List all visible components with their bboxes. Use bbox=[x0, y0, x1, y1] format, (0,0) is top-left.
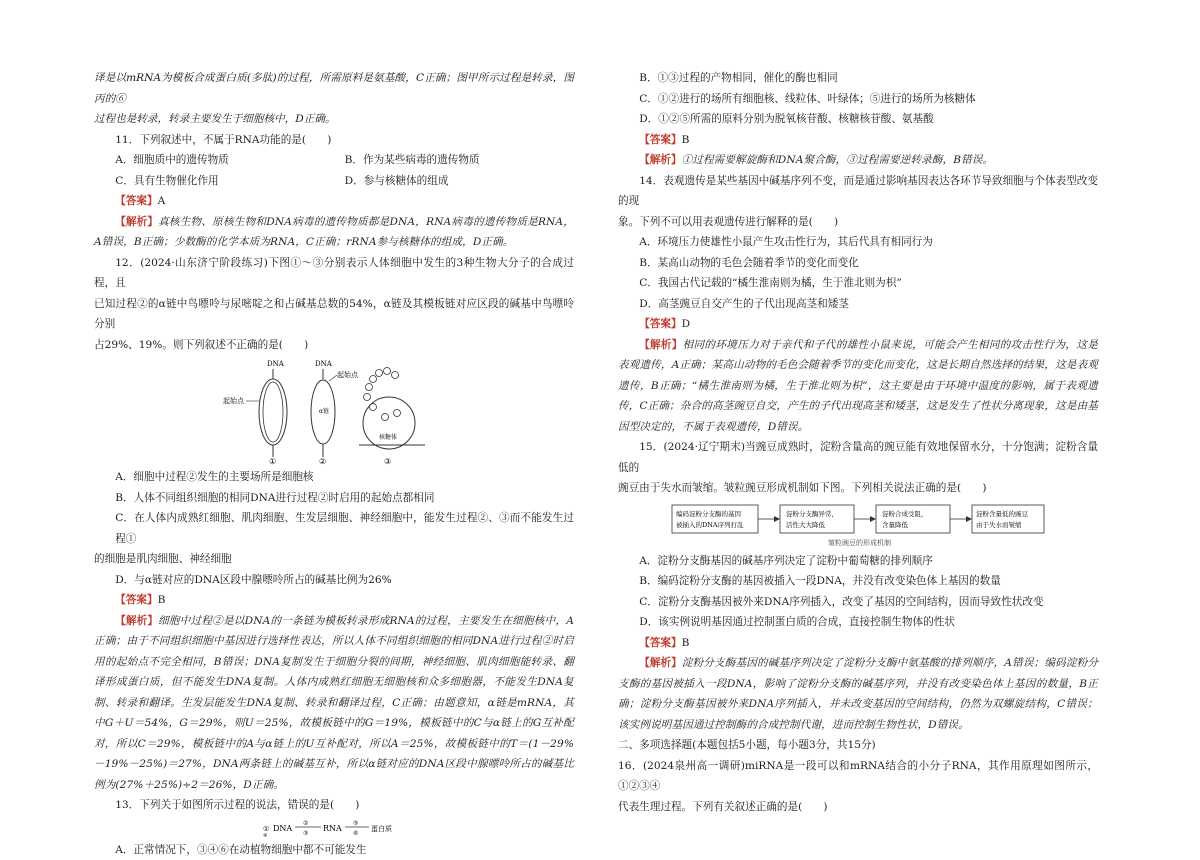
fig-dna-label-1: DNA bbox=[267, 360, 285, 368]
fig13-num-5: ⑤ bbox=[353, 820, 358, 827]
fig13-num-2: ② bbox=[303, 820, 308, 827]
fig13-num-1: ① bbox=[263, 825, 269, 833]
q11-options-cd bbox=[94, 171, 574, 192]
q14-analysis: 【解析】相同的环境压力对于亲代和子代的雄性小鼠来说，可能会产生相同的攻击性行为，这是表观遗传，A正确；某高山动物的毛色会随着季节的变化而变化，这是长期自然选择的结果，这是表观遗传，B正确；“橘生淮南则为橘，生于淮北则为枳”，这主要是由于环境中温度的影响，属于表观遗传，C正确；杂合的高茎豌豆自交，产生的子代出现高茎和矮茎，这是发生了性状分离现象，这是由基因型决定的，不属于表观遗传，D错误。 bbox=[618, 335, 1098, 438]
transcription-diagram bbox=[311, 360, 359, 465]
q13-figure bbox=[259, 818, 409, 838]
flow-box3-line2: 含量降低 bbox=[882, 520, 909, 529]
q15-flow-figure bbox=[668, 501, 1048, 549]
q13-stem: 13．下列关于如图所示过程的说法，错误的是( ) bbox=[94, 795, 574, 816]
q11-option-a: A．细胞质中的遗传物质 bbox=[115, 150, 344, 171]
q16-stem-2: 代表生理过程。下列有关叙述正确的是( ) bbox=[618, 797, 1098, 818]
fig13-protein: 蛋白质 bbox=[371, 824, 392, 833]
flow-caption: 皱粒豌豆的形成机制 bbox=[828, 538, 891, 547]
q12-option-d: D．与α链对应的DNA区段中腺嘌呤所占的碱基比例为26% bbox=[94, 570, 574, 591]
fig-start-label-1: 起始点 bbox=[223, 396, 245, 405]
q12-stem-1: 12．(2024·山东济宁阶段练习)下图①～③分别表示人体细胞中发生的3种生物大分子的合成过程，且 bbox=[94, 253, 574, 294]
translation-diagram bbox=[359, 368, 425, 466]
q15-stem-2: 豌豆由于失水而皱缩。皱粒豌豆形成机制如下图。下列相关说法正确的是( ) bbox=[618, 478, 1098, 499]
fig-start-label-2: 起始点 bbox=[337, 370, 359, 379]
fig13-num-6: ⑥ bbox=[353, 830, 358, 837]
q11-option-b: B．作为某些病毒的遗传物质 bbox=[345, 150, 574, 171]
q14-option-c: C．我国古代记载的“橘生淮南则为橘，生于淮北则为枳” bbox=[618, 273, 1098, 294]
q11-option-d: D．参与核糖体的组成 bbox=[345, 171, 574, 192]
q15-stem-1: 15．(2024·辽宁期末)当豌豆成熟时，淀粉含量高的豌豆能有效地保留水分，十分饱满；淀粉含量低的 bbox=[618, 437, 1098, 478]
q11-answer: 【答案】A bbox=[94, 191, 574, 212]
replication-diagram bbox=[223, 360, 287, 465]
q14-stem-1: 14．表观遗传是某些基因中碱基序列不变，而是通过影响基因表达各环节导致细胞与个体表型改变的现 bbox=[618, 171, 1098, 212]
q15-option-b: B．编码淀粉分支酶的基因被插入一段DNA，并没有改变染色体上基因的数量 bbox=[618, 571, 1098, 592]
q13-option-c: C．①②进行的场所有细胞核、线粒体、叶绿体；⑤进行的场所为核糖体 bbox=[618, 89, 1098, 110]
flow-box4-line1: 淀粉含量低的豌豆 bbox=[976, 509, 1029, 518]
q14-option-a: A．环境压力使雄性小鼠产生攻击性行为，其后代具有相同行为 bbox=[618, 232, 1098, 253]
flow-box2-line2: 活性大大降低 bbox=[786, 520, 826, 529]
q13-answer: 【答案】B bbox=[618, 130, 1098, 151]
flow-box3-line1: 淀粉合成受阻， bbox=[882, 509, 928, 518]
fig-alpha-label: α链 bbox=[319, 407, 329, 415]
q11-option-c: C．具有生物催化作用 bbox=[115, 171, 344, 192]
intro-line-2: 过程也是转录，转录主要发生于细胞核中，D正确。 bbox=[94, 109, 574, 130]
q15-analysis: 【解析】淀粉分支酶基因的碱基序列决定了淀粉分支酶中氨基酸的排列顺序，A错误；编码淀粉分支酶的基因被插入一段DNA，影响了淀粉分支酶的碱基序列，并没有改变染色体上基因的数量，B正确；淀粉分支酶基因被外来DNA序列插入，并未改变基因的空间结构，仍然为双螺旋结构，C错误；该实例说明基因通过控制酶的合成控制代谢，进而控制生物性状，D错误。 bbox=[618, 653, 1098, 735]
intro-line-1: 译是以mRNA为模板合成蛋白质(多肽)的过程，所需原料是氨基酸，C正确；图甲所示过程是转录，图丙的⑥ bbox=[94, 68, 574, 109]
fig13-rna: RNA bbox=[323, 824, 342, 833]
fig-dna-label-2: DNA bbox=[315, 360, 333, 368]
q12-option-a: A．细胞中过程②发生的主要场所是细胞核 bbox=[94, 467, 574, 488]
q13-option-b: B．①③过程的产物相同，催化的酶也相同 bbox=[618, 68, 1098, 89]
fig-num-3: ③ bbox=[384, 457, 391, 465]
fig-num-2: ② bbox=[319, 457, 326, 465]
q13-analysis: 【解析】①过程需要解旋酶和DNA聚合酶，③过程需要逆转录酶，B错误。 bbox=[618, 150, 1098, 171]
q13-option-a: A．正常情况下，③④⑥在动植物细胞中都不可能发生 bbox=[94, 840, 574, 860]
q14-answer: 【答案】D bbox=[618, 314, 1098, 335]
q12-figure bbox=[219, 357, 449, 465]
q15-option-d: D．该实例说明基因通过控制蛋白质的合成，直接控制生物体的性状 bbox=[618, 612, 1098, 633]
flow-box1-line2: 被插入的DNA序列打乱 bbox=[676, 520, 744, 529]
q15-option-a: A．淀粉分支酶基因的碱基序列决定了淀粉中葡萄糖的排列顺序 bbox=[618, 551, 1098, 572]
fig13-num-3: ③ bbox=[303, 830, 308, 837]
q14-option-b: B．某高山动物的毛色会随着季节的变化而变化 bbox=[618, 253, 1098, 274]
fig13-num-4: ④ bbox=[263, 833, 268, 838]
flow-box4-line2: 由于失水而皱缩 bbox=[976, 520, 1022, 529]
section-2-heading: 二、多项选择题(本题包括5小题，每小题3分，共15分) bbox=[618, 735, 1098, 756]
fig13-dna: DNA bbox=[273, 824, 292, 833]
q15-answer: 【答案】B bbox=[618, 633, 1098, 654]
left-column bbox=[94, 68, 574, 860]
q12-stem-2: 已知过程②的α链中鸟嘌呤与尿嘧啶之和占碱基总数的54%，α链及其模板链对应区段的碱基中鸟嘌呤分别 bbox=[94, 294, 574, 335]
q11-options-ab bbox=[94, 150, 574, 171]
flow-box1-line1: 编码淀粉分支酶的基因 bbox=[676, 509, 742, 518]
fig-ribosome-label: 核糖体 bbox=[379, 433, 397, 441]
q14-option-d: D．高茎豌豆自交产生的子代出现高茎和矮茎 bbox=[618, 294, 1098, 315]
q11-analysis: 【解析】真核生物、原核生物和DNA病毒的遗传物质都是DNA，RNA病毒的遗传物质是RNA，A错误，B正确；少数酶的化学本质为RNA，C正确；rRNA参与核糖体的组成，D正确。 bbox=[94, 212, 574, 253]
q12-analysis: 【解析】细胞中过程②是以DNA的一条链为模板转录形成RNA的过程，主要发生在细胞核中，A正确；由于不同组织细胞中基因进行选择性表达，所以人体不同组织细胞的相同DNA进行过程②时启用的起始点不完全相同，B错误；DNA复制发生于细胞分裂的间期，神经细胞、肌肉细胞能转录、翻译形成蛋白质，但不能发生DNA复制。人体内成熟红细胞无细胞核和众多细胞器，不能发生DNA复制、转录和翻译。生发层能发生DNA复制、转录和翻译过程，C正确；由题意知，α链是mRNA，其中G＋U＝54%，G＝29%，则U＝25%，故模板链中的G＝19%，模板链中的C与α链上的G互补配对，所以C＝29%，模板链中的A与α链上的U互补配对，所以A＝25%，故模板链中的T＝(1－29%－19%－25%)＝27%，DNA两条链上的碱基互补，所以α链对应的DNA区段中腺嘌呤所占的碱基比例为(27%＋25%)÷2＝26%，D正确。 bbox=[94, 611, 574, 796]
q12-answer: 【答案】B bbox=[94, 590, 574, 611]
right-column bbox=[618, 68, 1098, 817]
q13-option-d: D．①②⑤所需的原料分别为脱氧核苷酸、核糖核苷酸、氨基酸 bbox=[618, 109, 1098, 130]
flow-box2-line1: 淀粉分支酶异常， bbox=[786, 509, 838, 518]
q15-option-c: C．淀粉分支酶基因被外来DNA序列插入，改变了基因的空间结构，因而导致性状改变 bbox=[618, 592, 1098, 613]
q12-option-c-2: 的细胞是肌肉细胞、神经细胞 bbox=[94, 549, 574, 570]
q12-option-b: B．人体不同组织细胞的相同DNA进行过程②时启用的起始点都相同 bbox=[94, 488, 574, 509]
q12-option-c-1: C．在人体内成熟红细胞、肌肉细胞、生发层细胞、神经细胞中，能发生过程②、③而不能发生过程① bbox=[94, 508, 574, 549]
q16-stem-1: 16．(2024泉州高一调研)miRNA是一段可以和mRNA结合的小分子RNA，其作用原理如图所示，①②③④ bbox=[618, 756, 1098, 797]
q12-stem-3: 占29%、19%。则下列叙述不正确的是( ) bbox=[94, 335, 574, 356]
fig-num-1: ① bbox=[269, 457, 276, 465]
q14-stem-2: 象。下列不可以用表观遗传进行解释的是( ) bbox=[618, 212, 1098, 233]
q11-stem: 11．下列叙述中，不属于RNA功能的是( ) bbox=[94, 130, 574, 151]
